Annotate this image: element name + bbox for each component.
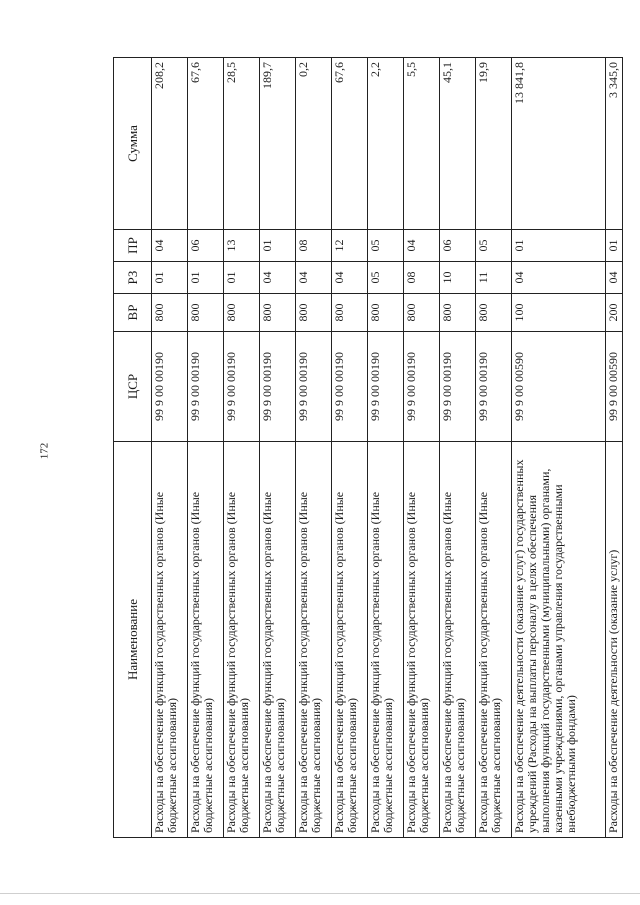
cell-name: Расходы на обеспечение функций государственных органов (Иные бюджетные ассигнования)	[260, 442, 296, 838]
table-row	[476, 58, 512, 838]
cell-pr: 06	[440, 230, 476, 262]
table-row	[440, 58, 476, 838]
cell-name: Расходы на обеспечение деятельности (оказание услуг) государственных учреждений (Расходы на выплаты персоналу в целях обеспечения выполнения функций государственными (муниципальными) органами, казенными учреждениями, органами управления государственными внебюджетными фондами)	[512, 442, 606, 838]
cell-sum: 3 345,0	[606, 58, 623, 230]
budget-table	[113, 57, 623, 838]
header-pr: ПР	[114, 230, 152, 262]
cell-rz: 08	[404, 262, 440, 294]
cell-pr: 12	[332, 230, 368, 262]
header-rz: РЗ	[114, 262, 152, 294]
cell-rz: 10	[440, 262, 476, 294]
cell-rz: 01	[152, 262, 188, 294]
cell-rz: 05	[368, 262, 404, 294]
cell-rz: 04	[296, 262, 332, 294]
table-row	[152, 58, 188, 838]
header-csr: ЦСР	[114, 332, 152, 442]
cell-rz: 01	[188, 262, 224, 294]
cell-sum: 45,1	[440, 58, 476, 230]
table-row	[404, 58, 440, 838]
cell-pr: 13	[224, 230, 260, 262]
cell-pr: 05	[368, 230, 404, 262]
cell-vr: 200	[606, 294, 623, 332]
cell-sum: 67,6	[332, 58, 368, 230]
cell-vr: 100	[512, 294, 606, 332]
table-row	[606, 58, 623, 838]
table-row	[512, 58, 606, 838]
table-row	[224, 58, 260, 838]
cell-rz: 04	[332, 262, 368, 294]
cell-csr: 99 9 00 00590	[606, 332, 623, 442]
cell-csr: 99 9 00 00190	[152, 332, 188, 442]
cell-name: Расходы на обеспечение функций государственных органов (Иные бюджетные ассигнования)	[440, 442, 476, 838]
header-name: Наименование	[114, 442, 152, 838]
cell-csr: 99 9 00 00190	[476, 332, 512, 442]
table-header-row	[114, 58, 152, 838]
cell-vr: 800	[260, 294, 296, 332]
cell-vr: 800	[332, 294, 368, 332]
table-row	[332, 58, 368, 838]
cell-sum: 67,6	[188, 58, 224, 230]
cell-vr: 800	[404, 294, 440, 332]
cell-csr: 99 9 00 00590	[512, 332, 606, 442]
cell-name: Расходы на обеспечение функций государственных органов (Иные бюджетные ассигнования)	[476, 442, 512, 838]
cell-sum: 13 841,8	[512, 58, 606, 230]
cell-pr: 01	[260, 230, 296, 262]
cell-name: Расходы на обеспечение функций государственных органов (Иные бюджетные ассигнования)	[152, 442, 188, 838]
table-row	[296, 58, 332, 838]
header-vr: ВР	[114, 294, 152, 332]
cell-name: Расходы на обеспечение функций государственных органов (Иные бюджетные ассигнования)	[404, 442, 440, 838]
cell-name: Расходы на обеспечение функций государственных органов (Иные бюджетные ассигнования)	[368, 442, 404, 838]
cell-vr: 800	[188, 294, 224, 332]
cell-vr: 800	[440, 294, 476, 332]
cell-sum: 19,9	[476, 58, 512, 230]
cell-vr: 800	[476, 294, 512, 332]
cell-sum: 0,2	[296, 58, 332, 230]
cell-csr: 99 9 00 00190	[224, 332, 260, 442]
cell-name: Расходы на обеспечение функций государственных органов (Иные бюджетные ассигнования)	[332, 442, 368, 838]
table-row	[260, 58, 296, 838]
cell-rz: 04	[260, 262, 296, 294]
cell-rz: 11	[476, 262, 512, 294]
cell-rz: 01	[224, 262, 260, 294]
cell-pr: 04	[152, 230, 188, 262]
cell-pr: 01	[512, 230, 606, 262]
cell-vr: 800	[224, 294, 260, 332]
cell-rz: 04	[512, 262, 606, 294]
cell-csr: 99 9 00 00190	[260, 332, 296, 442]
header-sum: Сумма	[114, 58, 152, 230]
cell-sum: 28,5	[224, 58, 260, 230]
cell-csr: 99 9 00 00190	[188, 332, 224, 442]
cell-csr: 99 9 00 00190	[440, 332, 476, 442]
table-row	[188, 58, 224, 838]
cell-name: Расходы на обеспечение деятельности (оказание услуг)	[606, 442, 623, 838]
cell-csr: 99 9 00 00190	[368, 332, 404, 442]
table-row	[368, 58, 404, 838]
cell-name: Расходы на обеспечение функций государственных органов (Иные бюджетные ассигнования)	[224, 442, 260, 838]
cell-pr: 01	[606, 230, 623, 262]
cell-vr: 800	[368, 294, 404, 332]
cell-sum: 2,2	[368, 58, 404, 230]
cell-pr: 05	[476, 230, 512, 262]
scan-edge-mark	[0, 893, 640, 894]
cell-csr: 99 9 00 00190	[332, 332, 368, 442]
cell-pr: 08	[296, 230, 332, 262]
cell-rz: 04	[606, 262, 623, 294]
cell-csr: 99 9 00 00190	[296, 332, 332, 442]
cell-pr: 04	[404, 230, 440, 262]
budget-table-rotated	[113, 58, 620, 838]
cell-pr: 06	[188, 230, 224, 262]
cell-sum: 208,2	[152, 58, 188, 230]
page-number: 172	[38, 442, 51, 460]
cell-sum: 189,7	[260, 58, 296, 230]
cell-csr: 99 9 00 00190	[404, 332, 440, 442]
cell-vr: 800	[152, 294, 188, 332]
cell-sum: 5,5	[404, 58, 440, 230]
cell-vr: 800	[296, 294, 332, 332]
cell-name: Расходы на обеспечение функций государственных органов (Иные бюджетные ассигнования)	[188, 442, 224, 838]
cell-name: Расходы на обеспечение функций государственных органов (Иные бюджетные ассигнования)	[296, 442, 332, 838]
